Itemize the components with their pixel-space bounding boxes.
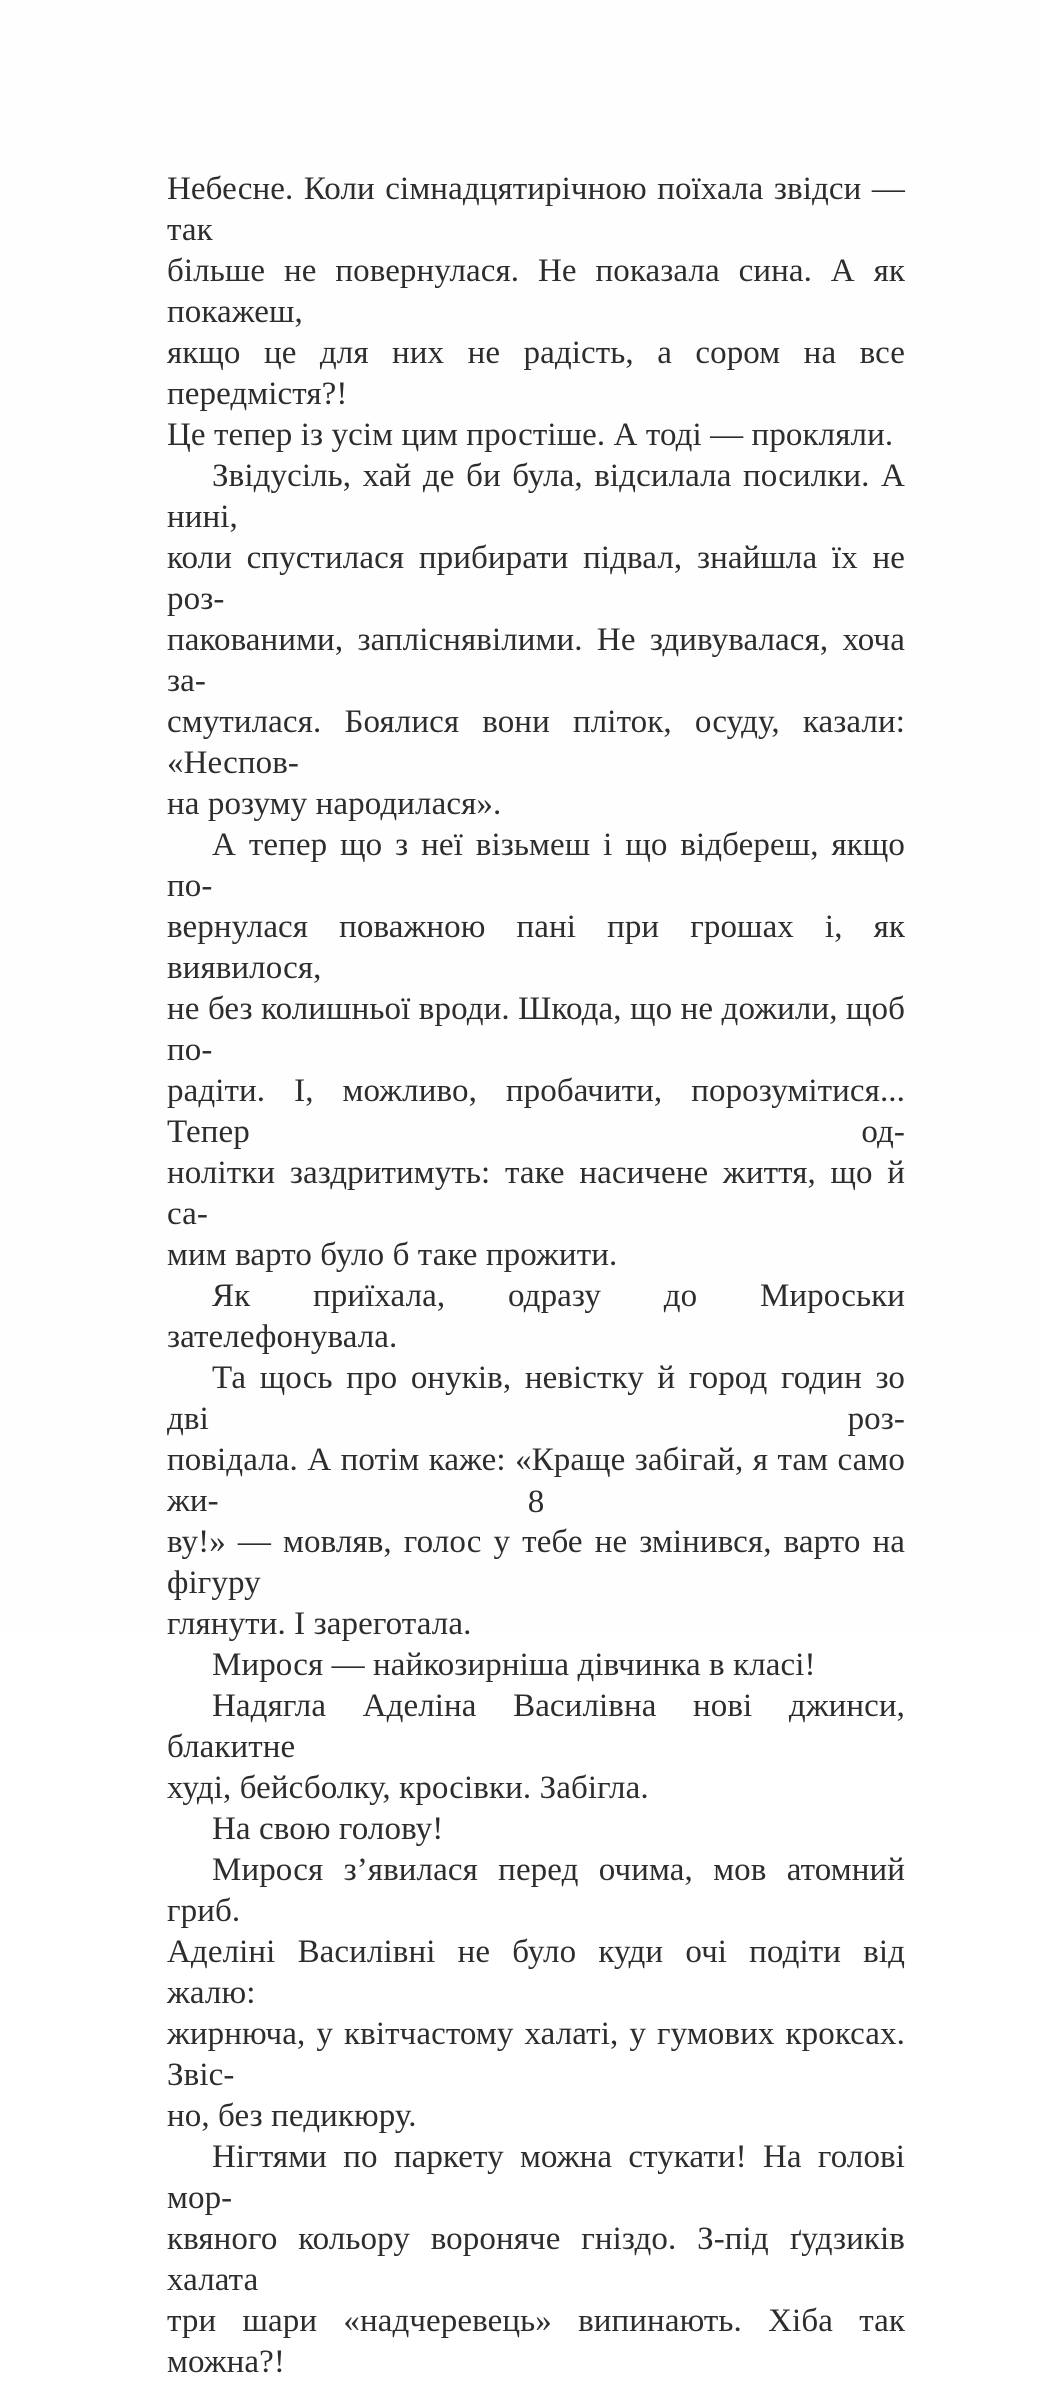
text-line: нолітки заздритимуть: таке насичене життя, що й са-: [167, 1155, 905, 1232]
paragraph: [167, 1276, 905, 1358]
page-number: 8: [527, 1484, 545, 1520]
text-line: більше не повернулася. Не показала сина. А як покажеш,: [167, 253, 905, 330]
text-line: повідала. А потім каже: «Краще забігай, я там само жи-: [167, 1442, 905, 1519]
text-line: смутилася. Боялися вони пліток, осуду, казали: «Неспов-: [167, 704, 905, 781]
text-line: Нігтями по паркету можна стукати! На голові мор-: [167, 2139, 905, 2216]
text-line: худі, бейсболку, кросівки. Забігла.: [167, 1770, 649, 1806]
text-line: мим варто було б таке прожити.: [167, 1237, 618, 1273]
text-line: на розуму народилася».: [167, 786, 502, 822]
text-line: пакованими, запліснявілими. Не здивувалася, хоча за-: [167, 622, 905, 699]
text-line: но, без педикюру.: [167, 2098, 417, 2134]
text-line: глянути. І зареготала.: [167, 1606, 472, 1642]
text-line: Аделіні Василівні не було куди очі подіти від жалю:: [167, 1934, 905, 2011]
text-line: Звідусіль, хай де би була, відсилала посилки. А нині,: [167, 458, 905, 535]
paragraph: [167, 2137, 905, 2383]
paragraph: [167, 1850, 905, 2137]
paragraph: [167, 1645, 905, 1686]
text-line: ву!» — мовляв, голос у тебе не змінився, варто на фігуру: [167, 1524, 905, 1601]
text-line: радіти. І, можливо, пробачити, порозумітися... Тепер од-: [167, 1073, 905, 1150]
paragraph: [167, 1809, 905, 1850]
text-line: А тепер що з неї візьмеш і що відбереш, якщо по-: [167, 827, 905, 904]
text-line: три шари «надчеревець» випинають. Хіба так можна?!: [167, 2303, 905, 2380]
text-line: Небесне. Коли сімнадцятирічною поїхала звідси — так: [167, 171, 905, 248]
text-line: коли спустилася прибирати підвал, знайшла їх не роз-: [167, 540, 905, 617]
text-line: не без колишньої вроди. Шкода, що не дожили, щоб по-: [167, 991, 905, 1068]
paragraph: [167, 456, 905, 825]
text-line: Це тепер із усім цим простіше. А тоді — прокляли.: [167, 417, 894, 453]
text-line: квяного кольору вороняче гніздо. З-під ґудзиків халата: [167, 2221, 905, 2298]
text-line: На свою голову!: [212, 1811, 444, 1847]
paragraph: [167, 169, 905, 456]
text-line: Як приїхала, одразу до Мироськи зателефонувала.: [167, 1278, 905, 1355]
text-column: [167, 169, 905, 2383]
text-line: Надягла Аделіна Василівна нові джинси, блакитне: [167, 1688, 905, 1765]
text-line: Мирося — найкозирніша дівчинка в класі!: [212, 1647, 816, 1683]
paragraph: [167, 1686, 905, 1809]
text-line: жирнюча, у квітчастому халаті, у гумових кроксах. Звіс-: [167, 2016, 905, 2093]
text-line: Мирося з’явилася перед очима, мов атомний гриб.: [167, 1852, 905, 1929]
text-line: якщо це для них не радість, а сором на все передмістя?!: [167, 335, 905, 412]
paragraph: [167, 825, 905, 1276]
text-line: вернулася поважною пані при грошах і, як виявилося,: [167, 909, 905, 986]
text-line: Та щось про онуків, невістку й город годин зо дві роз-: [167, 1360, 905, 1437]
